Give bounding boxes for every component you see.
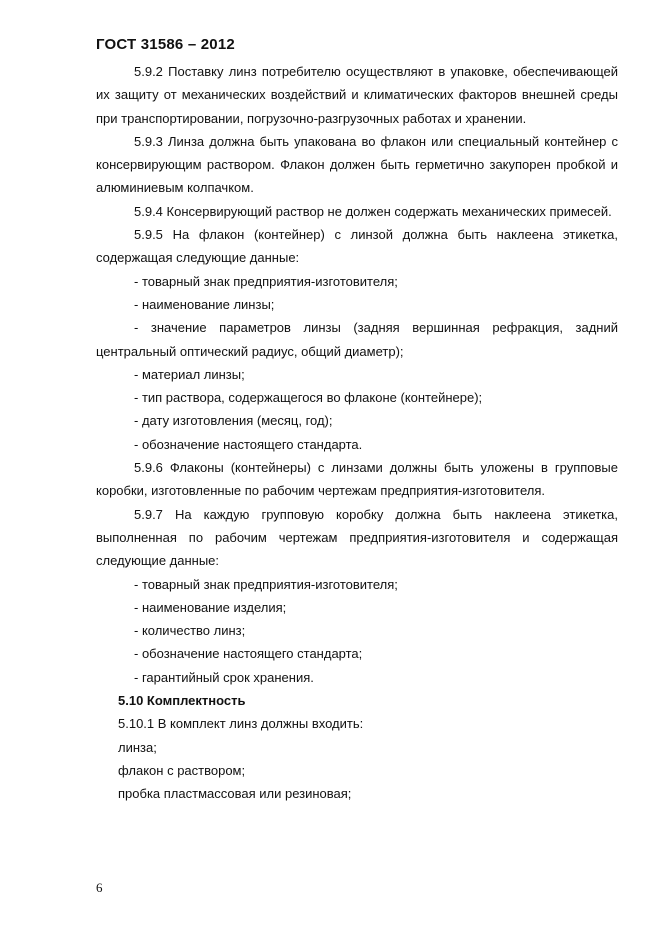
list-item: - количество линз; (134, 623, 246, 639)
list-item: - дату изготовления (месяц, год); (134, 413, 333, 429)
list-item: флакон с раствором; (118, 762, 246, 778)
page-number: 6 (96, 880, 103, 895)
list-item: - обозначение настоящего стандарта; (134, 646, 363, 662)
section-heading-5-10: 5.10 Комплектность (118, 693, 246, 709)
list-item: - обозначение настоящего стандарта. (134, 436, 363, 452)
list-item: - товарный знак предприятия-изготовителя; (134, 576, 398, 592)
list-item: - материал линзы; (134, 366, 245, 382)
list-item: - гарантийный срок хранения. (134, 669, 314, 685)
paragraph-5-9-2: 5.9.2 Поставку линз потребителю осуществляют в упаковке, обеспечивающей их защиту от механических воздействий и климатических факторов внешней среды при транспортировании, погрузочно-разгрузочных работах и хранении. (96, 64, 618, 126)
list-item: - наименование линзы; (134, 296, 275, 312)
paragraph-5-10-1: 5.10.1 В комплект линз должны входить: (118, 716, 364, 732)
paragraph-5-9-3: 5.9.3 Линза должна быть упакована во флакон или специальный контейнер с консервирующим раствором. Флакон должен быть герметично закупорен пробкой и алюминиевым колпачком. (96, 133, 618, 196)
paragraph-5-9-4: 5.9.4 Консервирующий раствор не должен содержать механических примесей. (134, 203, 612, 219)
document-header: ГОСТ 31586 – 2012 (96, 36, 235, 53)
list-item: - товарный знак предприятия-изготовителя; (134, 273, 398, 289)
paragraph-5-9-5: 5.9.5 На флакон (контейнер) с линзой должна быть наклеена этикетка, содержащая следующие данные: (96, 227, 618, 266)
list-item: линза; (118, 739, 157, 755)
paragraph-5-9-6: 5.9.6 Флаконы (контейнеры) с линзами должны быть уложены в групповые коробки, изготовленные по рабочим чертежам предприятия-изготовителя. (96, 460, 618, 499)
document-body (96, 60, 618, 806)
list-item: пробка пластмассовая или резиновая; (118, 786, 352, 802)
list-item: - значение параметров линзы (задняя вершинная рефракция, задний центральный оптический радиус, общий диаметр); (96, 320, 618, 359)
list-item: - наименование изделия; (134, 599, 287, 615)
paragraph-5-9-7: 5.9.7 На каждую групповую коробку должна быть наклеена этикетка, выполненная по рабочим чертежам предприятия-изготовителя и содержащая следующие данные: (96, 506, 618, 569)
list-item: - тип раствора, содержащегося во флаконе (контейнере); (134, 390, 483, 406)
